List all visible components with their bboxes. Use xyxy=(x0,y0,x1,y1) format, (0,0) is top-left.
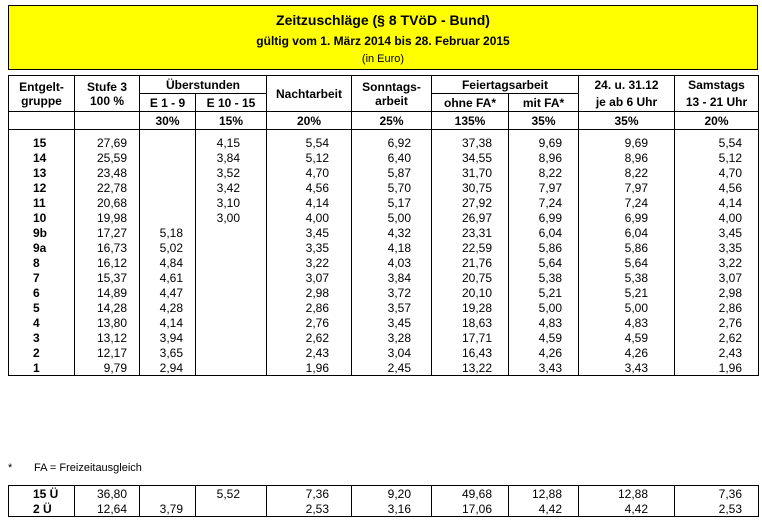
cell-stufe3: 20,68 xyxy=(75,195,140,210)
cell-ohne-fa: 20,10 xyxy=(432,285,509,300)
cell-ue2 xyxy=(196,285,267,300)
cell-ue2 xyxy=(196,270,267,285)
cell-ue2: 3,52 xyxy=(196,165,267,180)
cell-ue1 xyxy=(140,150,196,165)
table-row xyxy=(9,240,759,255)
cell-nacht: 4,14 xyxy=(267,195,352,210)
cell-nacht: 4,56 xyxy=(267,180,352,195)
cell-nacht: 3,22 xyxy=(267,255,352,270)
cell-stufe3: 16,12 xyxy=(75,255,140,270)
cell-nacht: 3,45 xyxy=(267,225,352,240)
cell-ue1 xyxy=(140,135,196,150)
cell-sonntag: 4,32 xyxy=(352,225,432,240)
cell-ohne-fa: 20,75 xyxy=(432,270,509,285)
cell-ue1: 3,79 xyxy=(140,501,196,517)
footnote xyxy=(8,462,142,474)
cell-mit-fa: 4,42 xyxy=(509,501,579,517)
table-row xyxy=(9,300,759,315)
header-nachtarbeit: Nachtarbeit xyxy=(267,76,352,112)
cell-g: 8 xyxy=(9,255,75,270)
cell-ohne-fa: 31,70 xyxy=(432,165,509,180)
table-row xyxy=(9,225,759,240)
cell-nacht: 1,96 xyxy=(267,360,352,376)
pct-samstags: 20% xyxy=(675,112,759,130)
cell-samstag: 2,62 xyxy=(675,330,759,345)
cell-nacht: 2,98 xyxy=(267,285,352,300)
cell-g: 15 xyxy=(9,135,75,150)
cell-ue2 xyxy=(196,330,267,345)
cell-ohne-fa: 17,71 xyxy=(432,330,509,345)
cell-stufe3: 22,78 xyxy=(75,180,140,195)
header-feiertagsarbeit: Feiertagsarbeit xyxy=(432,76,579,94)
cell-ohne-fa: 18,63 xyxy=(432,315,509,330)
cell-nacht: 5,54 xyxy=(267,135,352,150)
cell-mit-fa: 7,24 xyxy=(509,195,579,210)
cell-sonntag: 3,72 xyxy=(352,285,432,300)
cell-samstag: 4,14 xyxy=(675,195,759,210)
cell-g: 2 xyxy=(9,345,75,360)
cell-dez: 7,97 xyxy=(579,180,675,195)
table-row xyxy=(9,315,759,330)
table-row xyxy=(9,330,759,345)
cell-stufe3: 15,37 xyxy=(75,270,140,285)
cell-samstag: 4,70 xyxy=(675,165,759,180)
cell-g: 12 xyxy=(9,180,75,195)
cell-nacht: 2,43 xyxy=(267,345,352,360)
cell-mit-fa: 4,83 xyxy=(509,315,579,330)
cell-ue2 xyxy=(196,255,267,270)
cell-ue1: 4,84 xyxy=(140,255,196,270)
cell-nacht: 4,70 xyxy=(267,165,352,180)
table-row xyxy=(9,345,759,360)
cell-ue1 xyxy=(140,486,196,502)
cell-sonntag: 5,87 xyxy=(352,165,432,180)
cell-samstag: 5,12 xyxy=(675,150,759,165)
cell-ue1: 4,14 xyxy=(140,315,196,330)
cell-nacht: 5,12 xyxy=(267,150,352,165)
pct-ue-e10-15: 15% xyxy=(196,112,267,130)
cell-sonntag: 3,45 xyxy=(352,315,432,330)
cell-ohne-fa: 49,68 xyxy=(432,486,509,502)
pct-ohne-fa: 135% xyxy=(432,112,509,130)
header-samstags-line2: 13 - 21 Uhr xyxy=(675,94,759,112)
cell-dez: 4,42 xyxy=(579,501,675,517)
cell-ue1 xyxy=(140,165,196,180)
cell-nacht: 3,35 xyxy=(267,240,352,255)
cell-samstag: 2,86 xyxy=(675,300,759,315)
cell-samstag: 2,76 xyxy=(675,315,759,330)
cell-ue2: 3,10 xyxy=(196,195,267,210)
cell-samstag: 3,35 xyxy=(675,240,759,255)
cell-stufe3: 12,17 xyxy=(75,345,140,360)
table-row xyxy=(9,270,759,285)
cell-sonntag: 2,45 xyxy=(352,360,432,376)
table-row xyxy=(9,255,759,270)
cell-sonntag: 3,04 xyxy=(352,345,432,360)
cell-g: 1 xyxy=(9,360,75,376)
zeitzuschlaege-table xyxy=(8,75,759,376)
cell-dez: 4,26 xyxy=(579,345,675,360)
cell-ue2 xyxy=(196,225,267,240)
cell-ue1: 4,47 xyxy=(140,285,196,300)
cell-ue1: 3,94 xyxy=(140,330,196,345)
cell-sonntag: 5,70 xyxy=(352,180,432,195)
cell-g: 2 Ü xyxy=(9,501,75,517)
cell-stufe3: 17,27 xyxy=(75,225,140,240)
cell-ohne-fa: 34,55 xyxy=(432,150,509,165)
cell-dez: 6,99 xyxy=(579,210,675,225)
cell-dez: 5,00 xyxy=(579,300,675,315)
cell-samstag: 2,53 xyxy=(675,501,759,517)
cell-dez: 7,24 xyxy=(579,195,675,210)
cell-stufe3: 36,80 xyxy=(75,486,140,502)
cell-mit-fa: 12,88 xyxy=(509,486,579,502)
cell-dez: 6,04 xyxy=(579,225,675,240)
pct-dezember: 35% xyxy=(579,112,675,130)
cell-g: 10 xyxy=(9,210,75,225)
cell-samstag: 4,00 xyxy=(675,210,759,225)
header-mit-fa: mit FA* xyxy=(509,94,579,112)
cell-g: 14 xyxy=(9,150,75,165)
cell-samstag: 2,98 xyxy=(675,285,759,300)
cell-mit-fa: 5,21 xyxy=(509,285,579,300)
cell-ue1: 5,02 xyxy=(140,240,196,255)
cell-sonntag: 5,17 xyxy=(352,195,432,210)
cell-mit-fa: 6,04 xyxy=(509,225,579,240)
cell-ohne-fa: 17,06 xyxy=(432,501,509,517)
cell-ohne-fa: 23,31 xyxy=(432,225,509,240)
cell-stufe3: 16,73 xyxy=(75,240,140,255)
cell-ue1: 2,94 xyxy=(140,360,196,376)
cell-ue1 xyxy=(140,195,196,210)
header-ueberstunden: Überstunden xyxy=(140,76,267,94)
cell-stufe3: 13,80 xyxy=(75,315,140,330)
cell-g: 15 Ü xyxy=(9,486,75,502)
cell-dez: 5,64 xyxy=(579,255,675,270)
cell-ue2 xyxy=(196,240,267,255)
header-ue-e10-15: E 10 - 15 xyxy=(196,94,267,112)
cell-ue2: 3,00 xyxy=(196,210,267,225)
pct-ue-e1-9: 30% xyxy=(140,112,196,130)
table-row xyxy=(9,165,759,180)
cell-ohne-fa: 13,22 xyxy=(432,360,509,376)
cell-g: 4 xyxy=(9,315,75,330)
cell-ue2 xyxy=(196,501,267,517)
cell-samstag: 4,56 xyxy=(675,180,759,195)
table-row xyxy=(9,486,759,502)
cell-stufe3: 25,59 xyxy=(75,150,140,165)
cell-ue2: 4,15 xyxy=(196,135,267,150)
pct-nachtarbeit: 20% xyxy=(267,112,352,130)
cell-ue2 xyxy=(196,360,267,376)
cell-samstag: 2,43 xyxy=(675,345,759,360)
cell-ohne-fa: 19,28 xyxy=(432,300,509,315)
header-stufe3: Stufe 3 100 % xyxy=(75,76,140,112)
cell-ue1 xyxy=(140,210,196,225)
cell-g: 11 xyxy=(9,195,75,210)
header-dezember-line2: je ab 6 Uhr xyxy=(579,94,675,112)
cell-sonntag: 9,20 xyxy=(352,486,432,502)
cell-mit-fa: 5,64 xyxy=(509,255,579,270)
cell-dez: 8,96 xyxy=(579,150,675,165)
cell-samstag: 7,36 xyxy=(675,486,759,502)
table-row xyxy=(9,195,759,210)
cell-dez: 5,21 xyxy=(579,285,675,300)
cell-mit-fa: 3,43 xyxy=(509,360,579,376)
cell-dez: 8,22 xyxy=(579,165,675,180)
header-ue-e1-9: E 1 - 9 xyxy=(140,94,196,112)
cell-samstag: 3,45 xyxy=(675,225,759,240)
cell-samstag: 5,54 xyxy=(675,135,759,150)
cell-mit-fa: 7,97 xyxy=(509,180,579,195)
cell-nacht: 2,53 xyxy=(267,501,352,517)
cell-samstag: 3,07 xyxy=(675,270,759,285)
cell-mit-fa: 6,99 xyxy=(509,210,579,225)
cell-nacht: 2,76 xyxy=(267,315,352,330)
cell-dez: 9,69 xyxy=(579,135,675,150)
cell-mit-fa: 5,86 xyxy=(509,240,579,255)
cell-g: 13 xyxy=(9,165,75,180)
cell-mit-fa: 9,69 xyxy=(509,135,579,150)
cell-ue1: 4,28 xyxy=(140,300,196,315)
header-row-1 xyxy=(9,76,759,94)
table-row xyxy=(9,180,759,195)
header-dezember-line1: 24. u. 31.12 xyxy=(579,76,675,94)
table-row xyxy=(9,285,759,300)
cell-nacht: 7,36 xyxy=(267,486,352,502)
cell-ue1 xyxy=(140,180,196,195)
cell-ue2 xyxy=(196,300,267,315)
cell-ue1: 3,65 xyxy=(140,345,196,360)
cell-ohne-fa: 30,75 xyxy=(432,180,509,195)
cell-mit-fa: 4,59 xyxy=(509,330,579,345)
header-sonntagsarbeit: Sonntags- arbeit xyxy=(352,76,432,112)
cell-dez: 5,38 xyxy=(579,270,675,285)
cell-stufe3: 9,79 xyxy=(75,360,140,376)
cell-ohne-fa: 27,92 xyxy=(432,195,509,210)
header-entgeltgruppe: Entgelt- gruppe xyxy=(9,76,75,112)
cell-dez: 3,43 xyxy=(579,360,675,376)
cell-samstag: 1,96 xyxy=(675,360,759,376)
cell-ue2 xyxy=(196,345,267,360)
cell-sonntag: 5,00 xyxy=(352,210,432,225)
cell-ue2: 5,52 xyxy=(196,486,267,502)
cell-sonntag: 6,92 xyxy=(352,135,432,150)
ueberleitung-table xyxy=(8,485,759,517)
footnote-star: * xyxy=(8,462,13,474)
table-row xyxy=(9,360,759,376)
cell-stufe3: 14,89 xyxy=(75,285,140,300)
cell-g: 9b xyxy=(9,225,75,240)
table-row xyxy=(9,210,759,225)
cell-ohne-fa: 21,76 xyxy=(432,255,509,270)
pct-mit-fa: 35% xyxy=(509,112,579,130)
cell-sonntag: 3,57 xyxy=(352,300,432,315)
cell-sonntag: 3,16 xyxy=(352,501,432,517)
cell-nacht: 4,00 xyxy=(267,210,352,225)
cell-samstag: 3,22 xyxy=(675,255,759,270)
header-row-percent xyxy=(9,112,759,130)
cell-ue1: 4,61 xyxy=(140,270,196,285)
cell-stufe3: 14,28 xyxy=(75,300,140,315)
cell-mit-fa: 8,96 xyxy=(509,150,579,165)
cell-ohne-fa: 16,43 xyxy=(432,345,509,360)
cell-nacht: 2,62 xyxy=(267,330,352,345)
unit-note: (in Euro) xyxy=(361,53,405,65)
table-row xyxy=(9,150,759,165)
cell-g: 7 xyxy=(9,270,75,285)
cell-nacht: 3,07 xyxy=(267,270,352,285)
cell-mit-fa: 5,38 xyxy=(509,270,579,285)
cell-sonntag: 6,40 xyxy=(352,150,432,165)
cell-ohne-fa: 26,97 xyxy=(432,210,509,225)
cell-dez: 5,86 xyxy=(579,240,675,255)
cell-dez: 4,83 xyxy=(579,315,675,330)
page-title: Zeitzuschläge (§ 8 TVöD - Bund) xyxy=(276,12,490,28)
validity-subtitle: gültig vom 1. März 2014 bis 28. Februar 2015 xyxy=(256,34,510,48)
cell-sonntag: 4,18 xyxy=(352,240,432,255)
cell-stufe3: 13,12 xyxy=(75,330,140,345)
cell-stufe3: 12,64 xyxy=(75,501,140,517)
title-box xyxy=(8,5,758,70)
cell-stufe3: 19,98 xyxy=(75,210,140,225)
cell-stufe3: 23,48 xyxy=(75,165,140,180)
cell-ue2 xyxy=(196,315,267,330)
table-row xyxy=(9,135,759,150)
cell-sonntag: 4,03 xyxy=(352,255,432,270)
pct-sonntagsarbeit: 25% xyxy=(352,112,432,130)
cell-g: 5 xyxy=(9,300,75,315)
cell-stufe3: 27,69 xyxy=(75,135,140,150)
cell-mit-fa: 8,22 xyxy=(509,165,579,180)
cell-ue2: 3,84 xyxy=(196,150,267,165)
cell-mit-fa: 5,00 xyxy=(509,300,579,315)
cell-ue1: 5,18 xyxy=(140,225,196,240)
header-samstags-line1: Samstags xyxy=(675,76,759,94)
header-ohne-fa: ohne FA* xyxy=(432,94,509,112)
cell-mit-fa: 4,26 xyxy=(509,345,579,360)
footnote-text: FA = Freizeitausgleich xyxy=(34,462,142,474)
cell-dez: 12,88 xyxy=(579,486,675,502)
table-row xyxy=(9,501,759,517)
cell-ohne-fa: 22,59 xyxy=(432,240,509,255)
cell-ue2: 3,42 xyxy=(196,180,267,195)
cell-g: 6 xyxy=(9,285,75,300)
cell-sonntag: 3,84 xyxy=(352,270,432,285)
cell-dez: 4,59 xyxy=(579,330,675,345)
cell-g: 9a xyxy=(9,240,75,255)
cell-g: 3 xyxy=(9,330,75,345)
cell-sonntag: 3,28 xyxy=(352,330,432,345)
cell-nacht: 2,86 xyxy=(267,300,352,315)
cell-ohne-fa: 37,38 xyxy=(432,135,509,150)
